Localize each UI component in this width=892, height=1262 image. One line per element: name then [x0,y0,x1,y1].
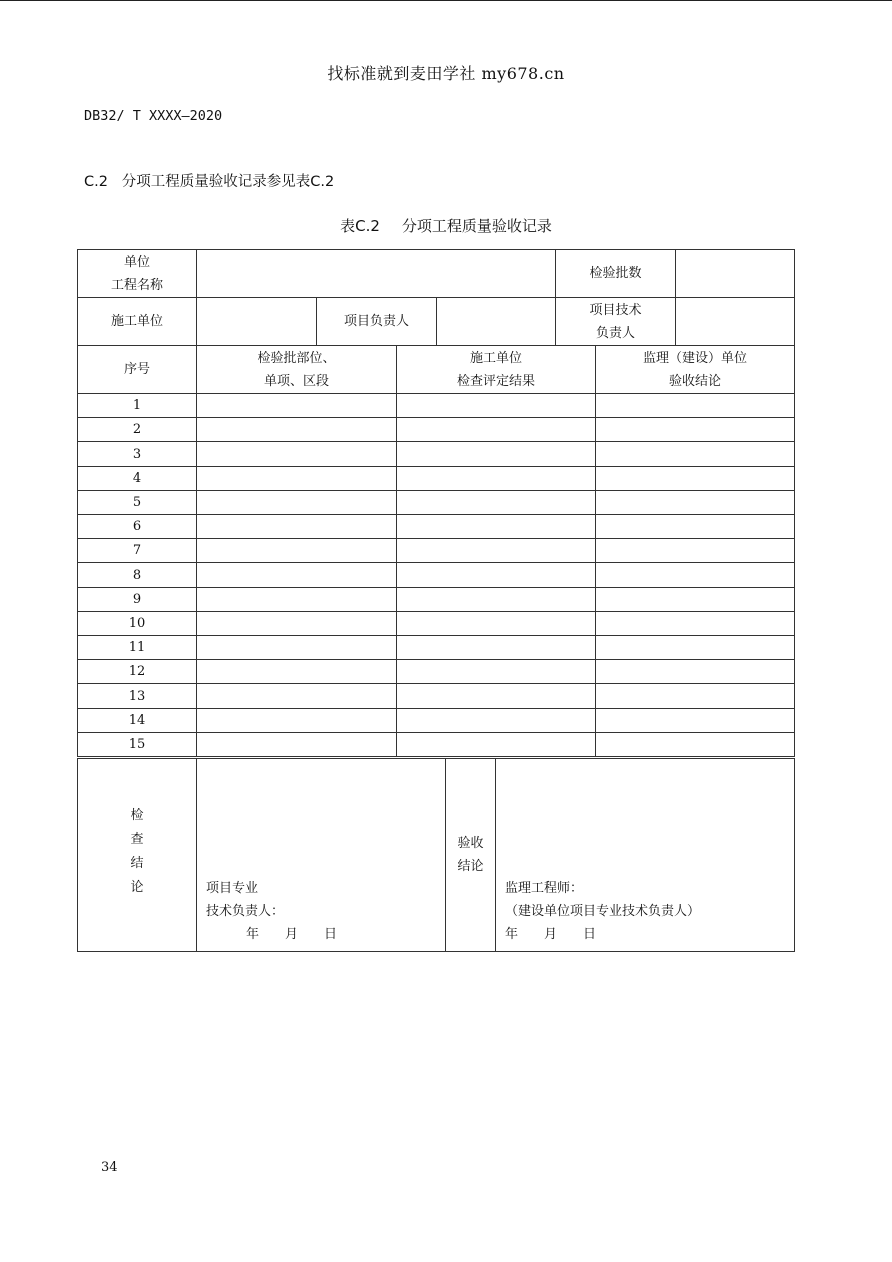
contractor-result-line1: 施工单位 [469,350,522,366]
batch-location-cell-row-12[interactable] [196,659,397,684]
supervisor-conclusion-cell-row-3[interactable] [595,441,795,467]
batch-location-cell-row-8[interactable] [196,562,397,588]
page-top-rule [0,0,892,1]
seq-cell-row-12: 12 [77,659,197,684]
supervisor-conclusion-cell-row-8[interactable] [595,562,795,588]
batch-location-cell-row-7[interactable] [196,538,397,563]
contractor-result-cell-row-13[interactable] [396,683,596,709]
contractor-signature-date: 年 月 日 [246,927,338,942]
contractor-result-cell-row-6[interactable] [396,514,596,539]
supervisor-conclusion-cell-row-7[interactable] [595,538,795,563]
contractor-result-cell-row-15[interactable] [396,732,596,757]
check-conclusion-char-2: 查 [130,832,144,847]
contractor-result-cell-row-4[interactable] [396,466,596,491]
column-header-batch-location [196,345,397,394]
supervisor-conclusion-cell-row-13[interactable] [595,683,795,709]
supervisor-conclusion-cell-row-5[interactable] [595,490,795,515]
supervisor-signature-date: 年 月 日 [505,927,597,942]
batch-location-cell-row-1[interactable] [196,393,397,418]
contractor-result-line2: 检查评定结果 [456,373,535,389]
supervisor-conclusion-cell-row-12[interactable] [595,659,795,684]
table-caption-number: 表C.2 [340,217,380,235]
acceptance-conclusion-label [445,758,496,952]
batch-location-cell-row-5[interactable] [196,490,397,515]
supervisor-conclusion-cell-row-15[interactable] [595,732,795,757]
contractor-result-cell-row-5[interactable] [396,490,596,515]
supervisor-conclusion-cell-row-2[interactable] [595,417,795,442]
contractor-signature-block [206,877,337,946]
construction-unit-value[interactable] [196,297,317,346]
unit-project-name-value[interactable] [196,249,556,298]
batch-location-cell-row-2[interactable] [196,417,397,442]
acceptance-conclusion-line2: 结论 [457,859,484,874]
check-conclusion-label [77,758,197,952]
supervisor-conclusion-line1: 监理（建设）单位 [642,350,747,366]
supervisor-conclusion-cell-row-9[interactable] [595,587,795,612]
contractor-result-cell-row-8[interactable] [396,562,596,588]
contractor-conclusion-area[interactable] [196,758,446,952]
batch-location-line2: 单项、区段 [263,373,329,389]
seq-cell-row-13: 13 [77,683,197,709]
supervisor-conclusion-cell-row-6[interactable] [595,514,795,539]
batch-location-cell-row-15[interactable] [196,732,397,757]
seq-cell-row-11: 11 [77,635,197,660]
batch-location-cell-row-10[interactable] [196,611,397,636]
check-conclusion-char-4: 论 [130,880,144,895]
batch-location-cell-row-3[interactable] [196,441,397,467]
supervisor-conclusion-area[interactable] [495,758,795,952]
project-tech-lead-line1: 项目技术 [589,302,642,318]
project-tech-lead-label [555,297,676,346]
column-header-contractor-result [396,345,596,394]
batch-location-line1: 检验批部位、 [257,350,336,366]
table-caption-title: 分项工程质量验收记录 [401,217,552,235]
seq-cell-row-9: 9 [77,587,197,612]
acceptance-conclusion-line1: 验收 [457,836,484,851]
table-caption [0,215,892,236]
project-tech-lead-line2: 负责人 [595,325,635,341]
unit-project-name-line1: 单位 [123,254,150,270]
inspection-batch-count-value[interactable] [675,249,795,298]
seq-cell-row-7: 7 [77,538,197,563]
check-conclusion-char-3: 结 [130,856,144,871]
unit-project-name-label [77,249,197,298]
batch-location-cell-row-14[interactable] [196,708,397,733]
seq-cell-row-8: 8 [77,562,197,588]
supervisor-conclusion-cell-row-10[interactable] [595,611,795,636]
seq-cell-row-4: 4 [77,466,197,491]
seq-cell-row-10: 10 [77,611,197,636]
contractor-signature-line1: 项目专业 [206,881,259,896]
supervisor-conclusion-cell-row-11[interactable] [595,635,795,660]
contractor-result-cell-row-14[interactable] [396,708,596,733]
batch-location-cell-row-11[interactable] [196,635,397,660]
column-header-seq: 序号 [77,345,197,394]
batch-location-cell-row-4[interactable] [196,466,397,491]
contractor-result-cell-row-1[interactable] [396,393,596,418]
project-tech-lead-value[interactable] [675,297,795,346]
seq-cell-row-5: 5 [77,490,197,515]
supervisor-signature-line2: （建设单位项目专业技术负责人） [505,904,701,919]
seq-cell-row-2: 2 [77,417,197,442]
contractor-result-cell-row-10[interactable] [396,611,596,636]
batch-location-cell-row-6[interactable] [196,514,397,539]
watermark: 找标准就到麦田学社 my678.cn [327,64,565,83]
supervisor-conclusion-cell-row-1[interactable] [595,393,795,418]
seq-cell-row-15: 15 [77,732,197,757]
project-manager-value[interactable] [436,297,556,346]
contractor-result-cell-row-7[interactable] [396,538,596,563]
supervisor-signature-block [505,877,700,946]
seq-cell-row-6: 6 [77,514,197,539]
quality-acceptance-form [77,249,795,952]
contractor-result-cell-row-3[interactable] [396,441,596,467]
seq-cell-row-14: 14 [77,708,197,733]
supervisor-signature-line1: 监理工程师： [505,881,584,896]
contractor-result-cell-row-9[interactable] [396,587,596,612]
project-manager-label: 项目负责人 [316,297,437,346]
section-heading [84,170,334,191]
unit-project-name-line2: 工程名称 [110,277,163,293]
batch-location-cell-row-9[interactable] [196,587,397,612]
seq-cell-row-3: 3 [77,441,197,467]
construction-unit-label: 施工单位 [77,297,197,346]
batch-location-cell-row-13[interactable] [196,683,397,709]
contractor-signature-line2: 技术负责人： [206,904,285,919]
section-number: C.2 [84,174,108,190]
supervisor-conclusion-cell-row-4[interactable] [595,466,795,491]
supervisor-conclusion-line2: 验收结论 [668,373,721,389]
standard-code: DB32/ T XXXX—2020 [84,108,223,124]
seq-cell-row-1: 1 [77,393,197,418]
page-number: 34 [101,1160,118,1175]
contractor-result-cell-row-12[interactable] [396,659,596,684]
supervisor-conclusion-cell-row-14[interactable] [595,708,795,733]
column-header-supervisor-conclusion [595,345,795,394]
contractor-result-cell-row-2[interactable] [396,417,596,442]
check-conclusion-char-1: 检 [130,808,144,823]
section-title: 分项工程质量验收记录参见表C.2 [121,174,335,190]
inspection-batch-count-label: 检验批数 [555,249,676,298]
contractor-result-cell-row-11[interactable] [396,635,596,660]
